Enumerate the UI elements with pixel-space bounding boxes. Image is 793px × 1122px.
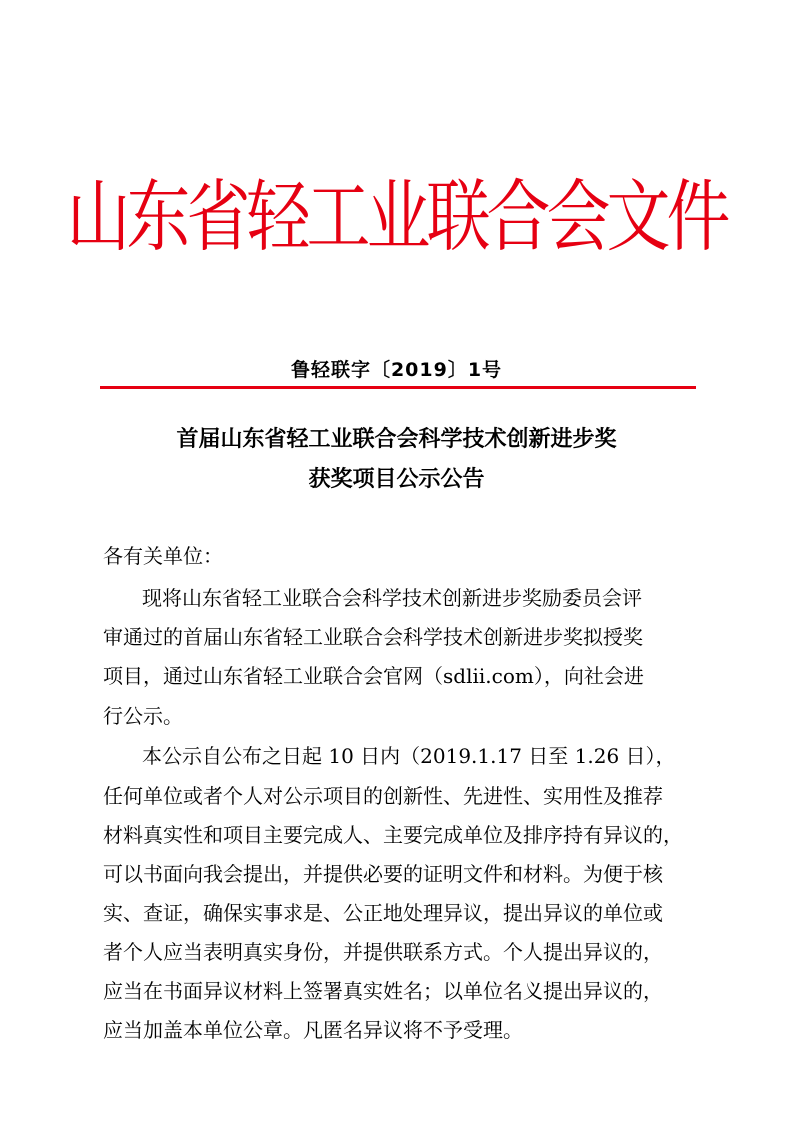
paragraph-line: 材料真实性和项目主要完成人、主要完成单位及排序持有异议的，: [103, 823, 683, 847]
paragraph-line: 者个人应当表明真实身份，并提供联系方式。个人提出异议的，: [103, 940, 663, 964]
document-number: 鲁轻联字〔2019〕1号: [290, 359, 503, 381]
paragraph-line: 现将山东省轻工业联合会科学技术创新进步奖励委员会评: [142, 586, 642, 610]
paragraph-line: 可以书面向我会提出，并提供必要的证明文件和材料。为便于核: [103, 862, 663, 886]
paragraph-line: 行公示。: [103, 704, 183, 728]
paragraph-line: 实、查证，确保实事求是、公正地处理异议，提出异议的单位或: [103, 901, 663, 925]
notice-title-line-1: 首届山东省轻工业联合会科学技术创新进步奖: [176, 427, 617, 452]
paragraph-line: 任何单位或者个人对公示项目的创新性、先进性、实用性及推荐: [103, 784, 663, 808]
notice-title-line-2: 获奖项目公示公告: [308, 467, 485, 492]
salutation: 各有关单位：: [103, 544, 223, 568]
paragraph-line: 应当加盖本单位公章。凡匿名异议将不予受理。: [103, 1018, 523, 1042]
document-header-title: 山东省轻工业联合会文件: [66, 172, 727, 264]
paragraph-line: 本公示自公布之日起 10 日内（2019.1.17 日至 1.26 日），: [142, 744, 676, 768]
paragraph-line: 应当在书面异议材料上签署真实姓名；以单位名义提出异议的，: [103, 979, 663, 1003]
paragraph-line: 审通过的首届山东省轻工业联合会科学技术创新进步奖拟授奖: [103, 625, 643, 649]
paragraph-line: 项目，通过山东省轻工业联合会官网（sdlii.com），向社会进: [103, 664, 644, 688]
header-divider: [100, 386, 696, 389]
